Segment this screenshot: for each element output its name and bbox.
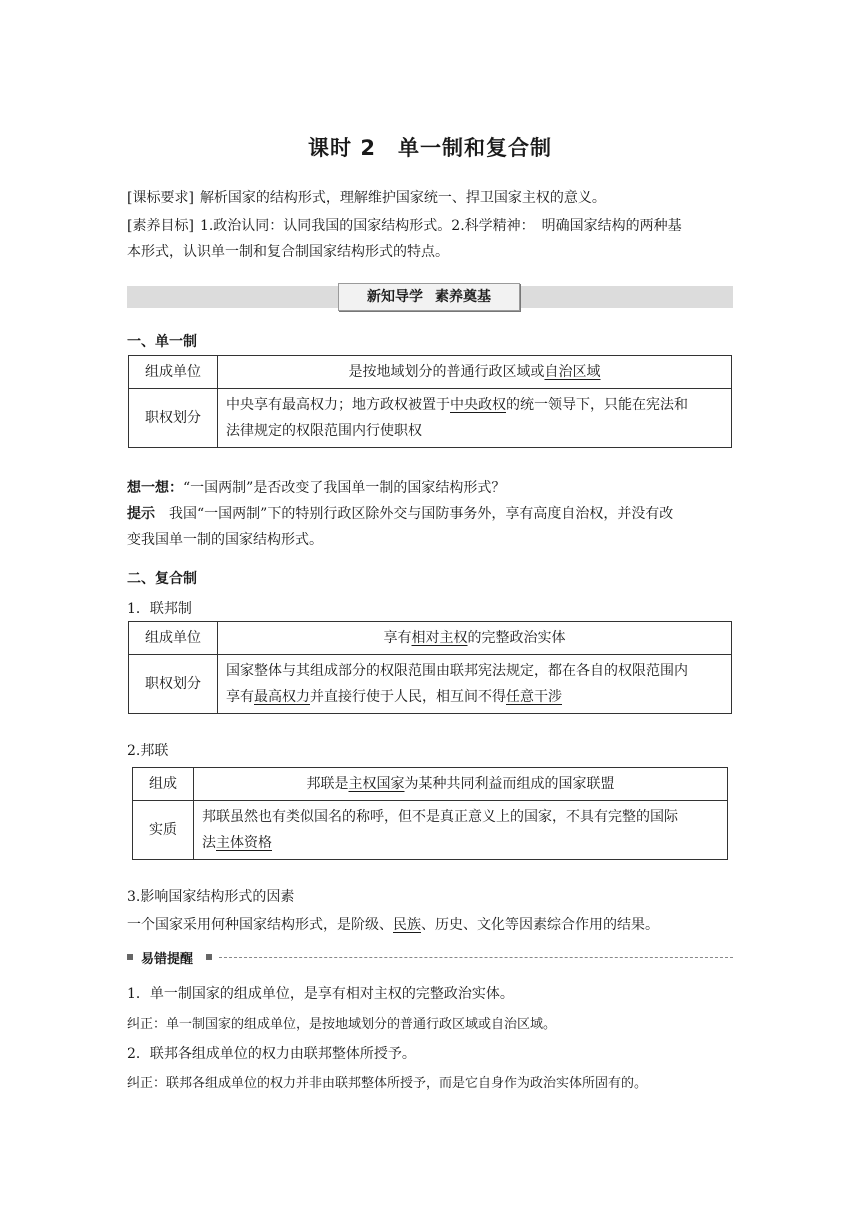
goal-tag: [素养目标] [127, 218, 194, 234]
table-cell [218, 622, 732, 655]
cell-text: 法 [202, 835, 216, 851]
section-banner [127, 286, 733, 308]
standard-tag: [课标要求] [127, 190, 194, 206]
underlined-term: 最高权力 [254, 689, 310, 705]
section2-heading: 二、复合制 [127, 571, 197, 587]
goal-line2: 本形式，认识单一制和复合制国家结构形式的特点。 [127, 244, 449, 260]
underlined-term: 主体资格 [216, 835, 272, 851]
table-label: 职权划分 [129, 389, 218, 448]
unitary-table [128, 355, 732, 448]
think-question: “一国两制”是否改变了我国单一制的国家结构形式？ [183, 480, 506, 496]
cell-text: 并直接行使于人民，相互间不得 [310, 689, 506, 705]
cell-text: 为某种共同利益而组成的国家联盟 [404, 776, 615, 792]
goal-line1: 1.政治认同：认同我国的国家结构形式。2.科学精神： 明确国家结构的两种基 [199, 218, 682, 234]
standard-text: 解析国家的结构形式，理解维护国家统一、捍卫国家主权的意义。 [199, 190, 606, 206]
underlined-term: 自治区域 [544, 364, 601, 380]
square-bullet-icon [127, 954, 133, 960]
goal-paragraph [127, 213, 737, 265]
table-cell [218, 356, 732, 389]
page-title: 课时 2 单一制和复合制 [308, 136, 552, 160]
confederation-subheading: 2.邦联 [127, 743, 169, 759]
cell-text: 邦联虽然也有类似国名的称呼，但不是真正意义上的国家，不具有完整的国际 [202, 809, 678, 825]
cell-text: 国家整体与其组成部分的权限范围由联邦宪法规定，都在各自的权限范围内 [226, 663, 688, 679]
underlined-term: 相对主权 [411, 630, 468, 646]
think-question-label: 想一想： [127, 480, 183, 496]
table-label: 职权划分 [129, 655, 218, 714]
table-row [129, 655, 732, 714]
factors-pre: 一个国家采用何种国家结构形式，是阶级、 [127, 917, 393, 933]
banner-label-box [338, 283, 520, 311]
cell-text: 的完整政治实体 [467, 630, 566, 646]
dashed-divider [219, 957, 733, 958]
think-answer-line2: 变我国单一制的国家结构形式。 [127, 532, 323, 548]
correction-item-1: 纠正：单一制国家的组成单位，是按地域划分的普通行政区域或自治区域。 [127, 1017, 557, 1032]
table-row [129, 622, 732, 655]
think-answer-line1: 我国“一国两制”下的特别行政区除外交与国防事务外，享有高度自治权，并没有改 [169, 506, 674, 522]
cell-text: 享有 [383, 630, 412, 646]
think-answer-label: 提示 [127, 506, 155, 522]
federal-subheading: 1．联邦制 [127, 601, 192, 617]
confederation-table [132, 767, 728, 860]
underlined-term: 中央政权 [450, 397, 506, 413]
standard-paragraph [127, 185, 737, 211]
table-label: 组成单位 [129, 622, 218, 655]
error-item-1: 1．单一制国家的组成单位，是享有相对主权的完整政治实体。 [127, 986, 514, 1002]
factors-text [127, 914, 659, 934]
table-row [129, 389, 732, 448]
square-bullet-icon [206, 954, 212, 960]
table-label: 组成 [133, 768, 194, 801]
banner-left: 新知导学 [367, 289, 423, 305]
table-row [129, 356, 732, 389]
factors-post: 、历史、文化等因素综合作用的结果。 [421, 917, 659, 933]
table-cell [218, 655, 732, 714]
error-reminder-label: 易错提醒 [141, 952, 194, 967]
think-block [127, 475, 737, 553]
factors-subheading: 3.影响国家结构形式的因素 [127, 889, 295, 905]
table-label: 组成单位 [129, 356, 218, 389]
error-reminder-bar [127, 948, 733, 966]
error-item-2: 2．联邦各组成单位的权力由联邦整体所授予。 [127, 1046, 416, 1062]
table-row [133, 768, 728, 801]
table-row [133, 801, 728, 860]
correction-item-2: 纠正：联邦各组成单位的权力并非由联邦整体所授予，而是它自身作为政治实体所固有的。 [127, 1076, 648, 1091]
federal-table [128, 621, 732, 714]
cell-text: 是按地域划分的普通行政区域或 [348, 364, 545, 380]
underlined-term: 主权国家 [348, 776, 405, 792]
underlined-term: 任意干涉 [506, 689, 562, 705]
table-label: 实质 [133, 801, 194, 860]
table-cell [194, 768, 728, 801]
cell-text: 的统一领导下，只能在宪法和 [506, 397, 688, 413]
banner-right: 素养奠基 [435, 289, 491, 305]
cell-text: 邦联是 [306, 776, 349, 792]
cell-text: 法律规定的权限范围内行使职权 [226, 423, 422, 439]
section1-heading: 一、单一制 [127, 334, 197, 350]
table-cell [194, 801, 728, 860]
cell-text: 中央享有最高权力；地方政权被置于 [226, 397, 450, 413]
table-cell [218, 389, 732, 448]
underlined-term: 民族 [393, 917, 421, 933]
cell-text: 享有 [226, 689, 254, 705]
